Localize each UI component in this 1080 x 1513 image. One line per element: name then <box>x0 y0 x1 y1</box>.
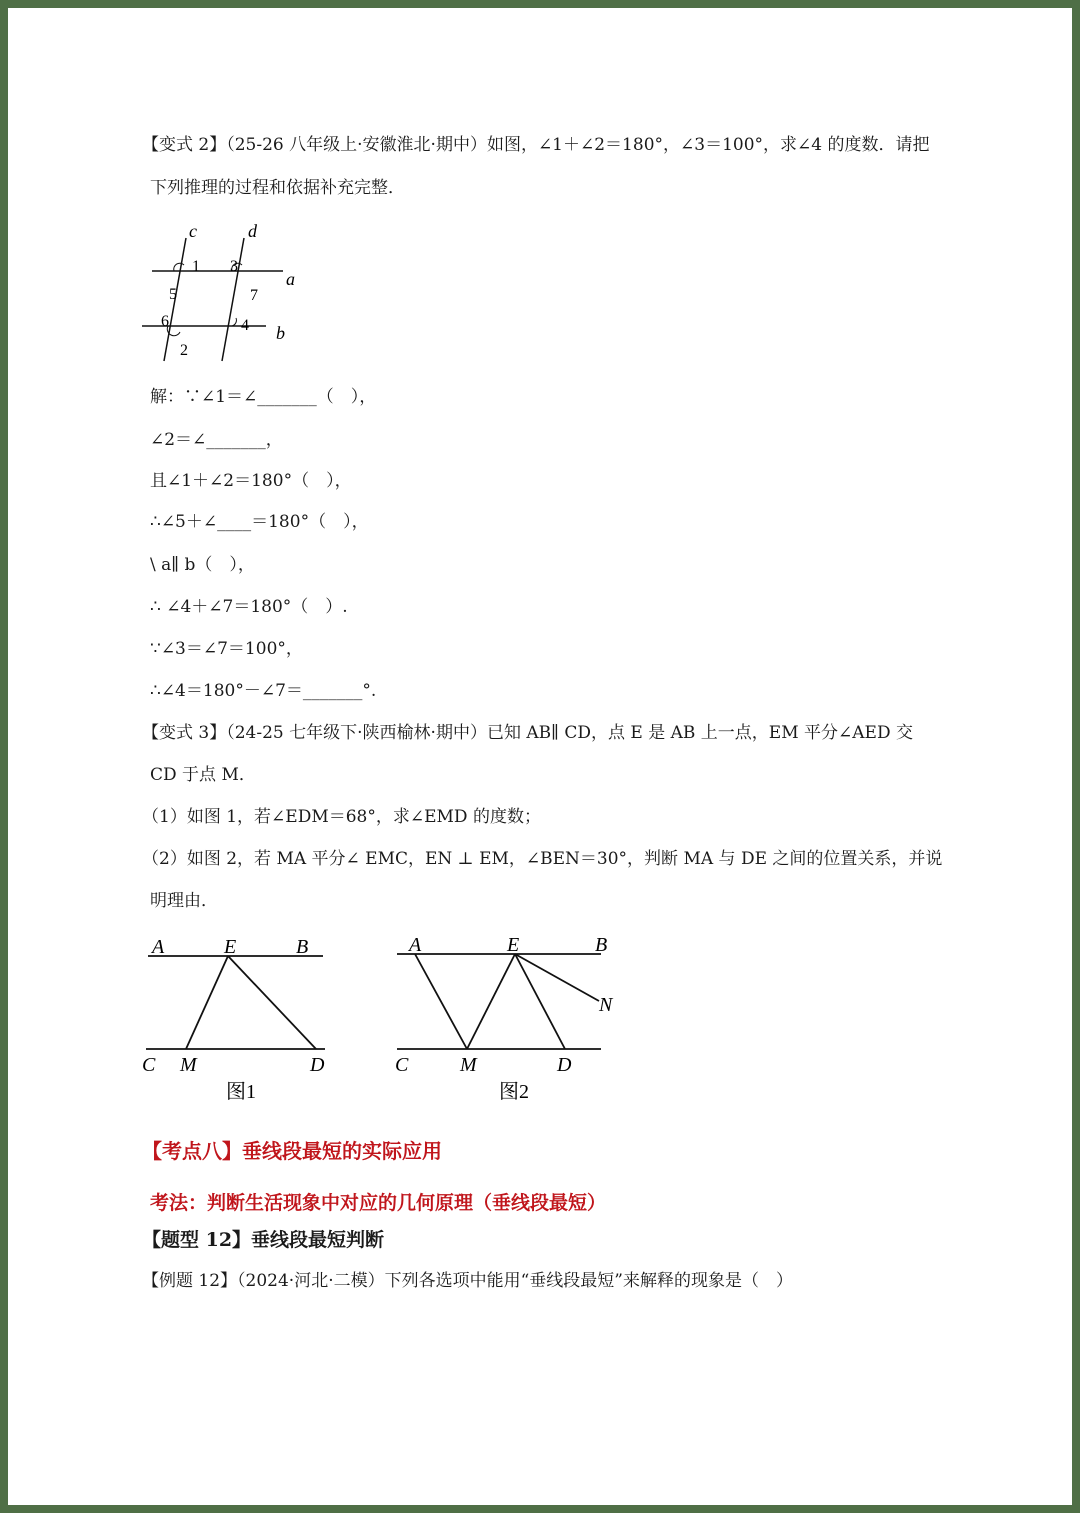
solution-line5: \ a∥ b（ ）， <box>150 555 255 575</box>
label-b: b <box>276 323 285 343</box>
solution-line7: ∵∠3＝∠7＝100°， <box>150 639 303 659</box>
angle-mark <box>232 318 236 326</box>
point-e: E <box>224 936 237 958</box>
point-c: C <box>142 1054 156 1076</box>
label-c: c <box>189 221 197 241</box>
solution-line8: ∴∠4＝180°－∠7＝_______°. <box>150 681 377 701</box>
segment-em <box>186 956 228 1049</box>
variant2-question-line1: 【变式 2】（25-26 八年级上·安徽淮北·期中）如图，∠1＋∠2＝180°，∠3＝100°，求∠4 的度数．请把 <box>142 135 930 155</box>
example12-question: 【例题 12】（2024·河北·二模）下列各选项中能用“垂线段最短”来解释的现象是（ ） <box>142 1271 793 1291</box>
variant3-part1: （1）如图 1，若∠EDM＝68°，求∠EMD 的度数； <box>142 807 541 827</box>
label-angle-1: 1 <box>192 258 200 275</box>
point-d: D <box>310 1054 325 1076</box>
question-type-heading: 【题型 12】垂线段最短判断 <box>142 1229 385 1251</box>
point-m: M <box>460 1054 477 1076</box>
point-d: D <box>557 1054 572 1076</box>
document-page <box>8 8 1072 1505</box>
solution-line6: ∴ ∠4＋∠7＝180°（ ）. <box>150 597 348 617</box>
figure-2 <box>383 923 633 1103</box>
label-angle-3: 3 <box>230 258 238 275</box>
figure-1-caption: 图1 <box>226 1081 256 1103</box>
point-c: C <box>395 1054 409 1076</box>
solution-line1: 解：∵∠1＝∠_______（ ）， <box>150 387 377 407</box>
label-angle-6: 6 <box>161 313 169 330</box>
label-angle-4: 4 <box>241 317 249 334</box>
line-d <box>222 238 244 361</box>
point-b: B <box>296 936 309 958</box>
point-e: E <box>507 934 520 956</box>
solution-line2: ∠2＝∠_______， <box>150 430 283 450</box>
label-angle-2: 2 <box>180 342 188 359</box>
point-a: A <box>152 936 165 958</box>
section-subheading-kaofa: 考法：判断生活现象中对应的几何原理（垂线段最短） <box>150 1192 607 1214</box>
label-a: a <box>286 269 295 289</box>
point-a: A <box>409 934 422 956</box>
solution-line4: ∴∠5＋∠____＝180°（ ）， <box>150 512 369 532</box>
label-angle-7: 7 <box>250 287 258 304</box>
variant3-part2-cont: 明理由． <box>150 891 218 911</box>
solution-line3: 且∠1＋∠2＝180°（ ）， <box>150 471 352 491</box>
point-n: N <box>599 994 613 1016</box>
segment-em <box>467 954 515 1049</box>
section-heading-kaodian8: 【考点八】垂线段最短的实际应用 <box>142 1139 442 1163</box>
label-d: d <box>248 221 257 241</box>
segment-ma <box>415 954 467 1049</box>
variant3-part2: （2）如图 2，若 MA 平分∠ EMC，EN ⊥ EM，∠BEN＝30°，判断 MA 与 DE 之间的位置关系，并说 <box>142 849 943 869</box>
variant2-question-line2: 下列推理的过程和依据补充完整． <box>150 178 405 198</box>
point-b: B <box>595 934 608 956</box>
label-angle-5: 5 <box>169 286 177 303</box>
variant3-question-line2: CD 于点 M． <box>150 765 256 785</box>
segment-ed <box>228 956 316 1049</box>
variant3-question-line1: 【变式 3】（24-25 七年级下·陕西榆林·期中）已知 AB∥ CD，点 E 是 AB 上一点，EM 平分∠AED 交 <box>142 723 913 743</box>
point-m: M <box>180 1054 197 1076</box>
angle-mark <box>174 263 184 271</box>
figure-1 <box>138 923 338 1103</box>
parallel-lines-figure <box>138 213 308 368</box>
figure-2-caption: 图2 <box>499 1081 529 1103</box>
